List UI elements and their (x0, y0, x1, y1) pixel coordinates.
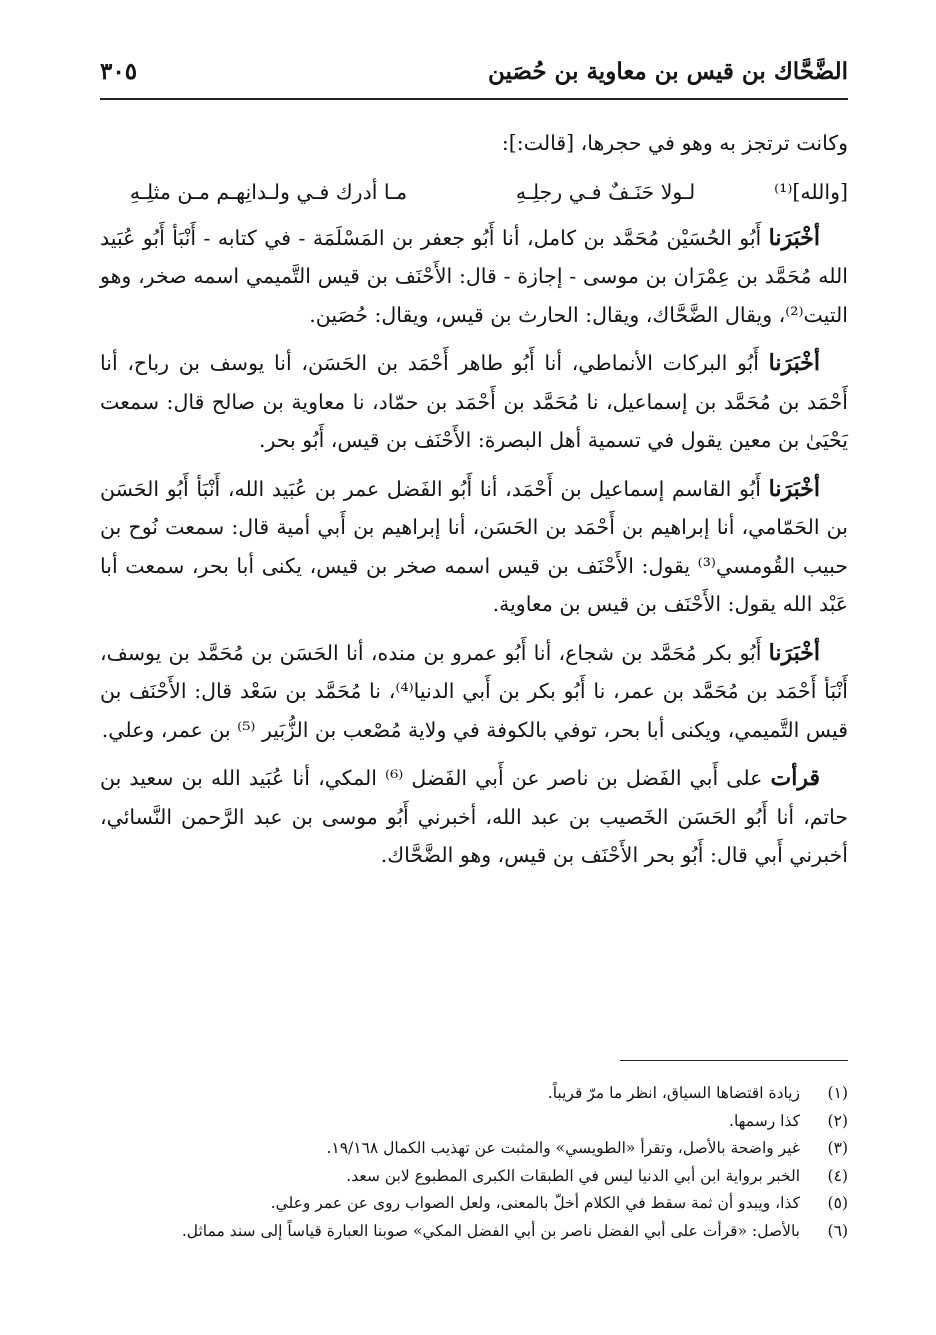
verse-first-hemistich: لـولا حَنَـفٌ فـي رجلِـهِ (515, 179, 696, 204)
paragraph-lead-word: قرأت (770, 765, 820, 791)
verse-prefix: [والله]⁽¹⁾ (774, 179, 848, 204)
footnote-text: كذا رسمها. (729, 1111, 800, 1130)
footnote-4 (100, 1163, 848, 1191)
footnote-3 (100, 1135, 848, 1163)
paragraph-4 (100, 634, 848, 750)
footnote-number: (٣) (827, 1139, 848, 1158)
paragraph-text: أَبُو القاسم إسماعيل بن أَحْمَد، أنا أَبُو الفَضل عمر بن عُبَيد الله، أَنْبَأ أَبُو الحَسَن بن الحَمّامي، أنا إبراهيم بن أَحْمَد بن الحَسَن، أنا إبراهيم بن أَبي أمية قال: سمعت نُوح بن حبيب القُومسي⁽³⁾ يقول: الأَحْنَف بن قيس اسمه صخر بن قيس، يكنى أبا بحر، سمعت أبا عَبْد الله يقول: الأَحْنَف بن قيس بن معاوية. (100, 476, 848, 616)
footnotes (100, 1080, 848, 1246)
paragraph-2 (100, 344, 848, 460)
running-header (100, 58, 848, 100)
running-title: الضَّحَّاك بن قيس بن معاوية بن حُصَين (487, 58, 848, 85)
intro-line: وكانت ترتجز به وهو في حجرها، [قالت:]: (501, 131, 848, 155)
paragraph-lead-word: أخْبَرَنا (768, 350, 820, 376)
footnote-text: بالأصل: «قرأت على أبي الفضل ناصر بن أبي الفضل المكي» صوبنا العبارة قياساً إلى سند مماثل. (181, 1221, 800, 1240)
paragraph-text: أَبُو البركات الأنماطي، أنا أَبُو طاهر أَحْمَد بن الحَسَن، أنا يوسف بن رباح، أنا أَحْمَد بن مُحَمَّد بن إسماعيل، نا مُحَمَّد بن أَحْمَد بن حمّاد، نا معاوية بن صالح قال: سمعت يَحْيَىٰ بن معين يقول في تسمية أهل البصرة: الأَحْنَف بن قيس، أَبُو بحر. (100, 351, 848, 452)
poetry-verse (100, 173, 848, 211)
paragraph-lead-word: أخْبَرَنا (768, 224, 820, 251)
footnote-text: غير واضحة بالأصل، وتقرأ «الطويسي» والمثبت عن تهذيب الكمال ١٩/١٦٨. (326, 1139, 800, 1158)
paragraph-lead-word: أخْبَرَنا (768, 639, 820, 666)
footnote-6 (100, 1218, 848, 1246)
footnote-text: زيادة اقتضاها السياق، انظر ما مرّ قريباً. (547, 1084, 800, 1102)
footnote-1 (100, 1080, 848, 1108)
footnote-divider (620, 1060, 848, 1061)
footnote-2 (100, 1108, 848, 1136)
footnote-number: (٦) (827, 1221, 848, 1240)
paragraph-lead-word: أخْبَرَنا (768, 475, 820, 502)
page-number: ٣٠٥ (100, 58, 138, 85)
paragraph-text: على أَبي الفَضل بن ناصر عن أَبي الفَضل ⁽⁶⁾ المكي، أنا عُبَيد الله بن سعيد بن حاتم، أنا أَبُو الحَسَن الخَصيب بن عبد الله، أخبرني أَبُو موسى بن عبد الرَّحمن النَّسائي، أخبرني أَبي قال: أَبُو بحر الأَحْنَف بن قيس، وهو الضَّحَّاك. (100, 766, 848, 867)
footnote-5 (100, 1190, 848, 1218)
paragraph-text: أَبُو الحُسَيْن مُحَمَّد بن كامل، أنا أَبُو جعفر بن المَسْلَمَة - في كتابه - أَنْبَأ أَبُو عُبَيد الله مُحَمَّد بن عِمْرَان بن موسى - إجازة - قال: الأَحْنَف بن قيس التَّميمي اسمه صخر، وهو التيت⁽²⁾، ويقال الضَّحَّاك، ويقال: الحارث بن قيس، ويقال: حُصَين. (100, 225, 848, 327)
verse-second-hemistich: مـا أدرك فـي ولـدانِهـم مـن مثلِـهِ (129, 179, 408, 204)
paragraph-text: أَبُو بكر مُحَمَّد بن شجاع، أنا أَبُو عمرو بن منده، أنا الحَسَن بن مُحَمَّد بن يوسف، أَنْبَأ أَحْمَد بن مُحَمَّد بن عمر، نا أَبُو بكر بن أَبي الدنيا⁽⁴⁾، نا مُحَمَّد بن سَعْد قال: الأَحْنَف بن قيس التَّميمي، ويكنى أبا بحر، توفي بالكوفة في ولاية مُصْعب بن الزُّبَير ⁽⁵⁾ بن عمر، وعلي. (100, 640, 848, 742)
paragraph-3 (100, 470, 848, 624)
paragraph-1 (100, 219, 848, 335)
footnote-number: (٢) (827, 1111, 848, 1130)
footnote-text: كذا، ويبدو أن ثمة سقط في الكلام أخلّ بالمعنى، ولعل الصواب روى عن عمر وعلي. (270, 1194, 800, 1213)
footnote-number: (٥) (827, 1194, 848, 1213)
footnote-text: الخبر برواية ابن أبي الدنيا ليس في الطبقات الكبرى المطبوع لابن سعد. (346, 1166, 800, 1185)
footnote-number: (٤) (827, 1166, 848, 1185)
main-text (100, 124, 848, 885)
footnote-number: (١) (827, 1084, 848, 1102)
paragraph-5 (100, 759, 848, 875)
